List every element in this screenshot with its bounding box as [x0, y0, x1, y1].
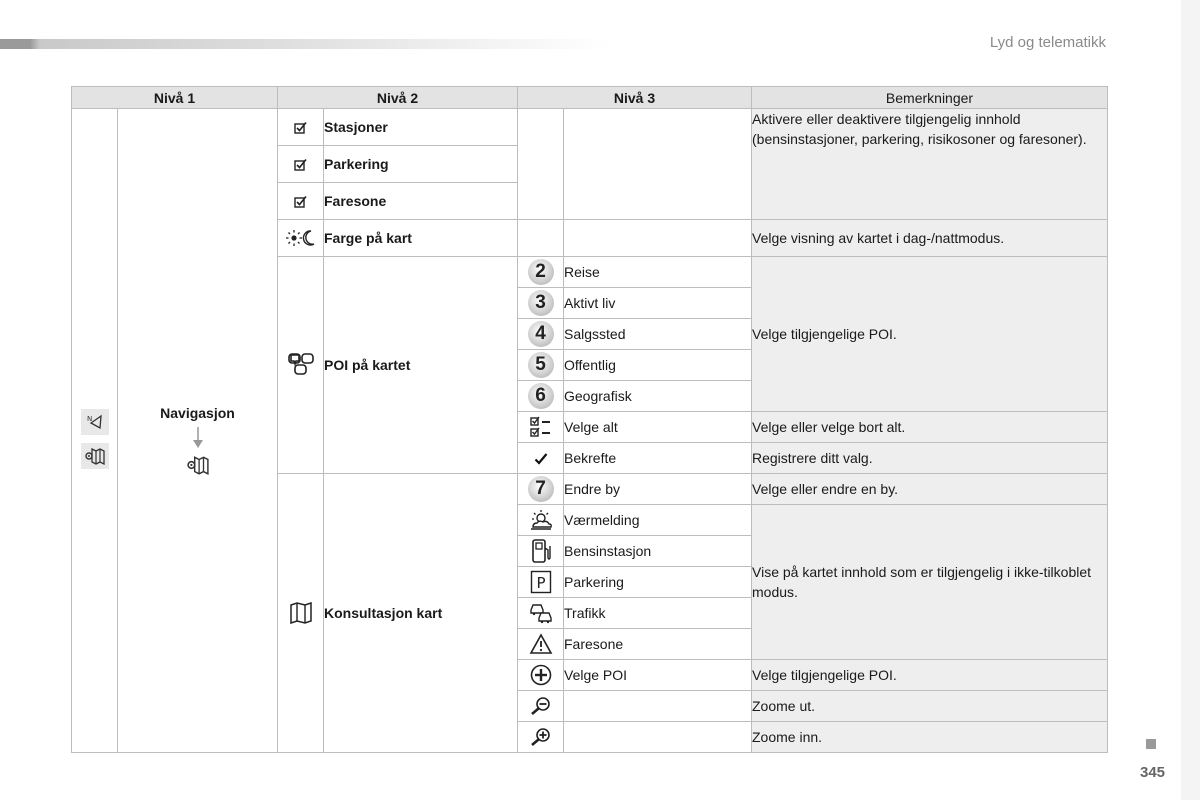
sub-item-label: Salgssted [564, 319, 752, 350]
header-level1: Nivå 1 [72, 87, 278, 109]
badge-label: 3 [528, 290, 554, 316]
empty-cell [564, 722, 752, 753]
empty-cell [564, 109, 752, 220]
zoom-out-icon [518, 691, 564, 722]
badge-number [518, 257, 564, 288]
remark-cell: Zoome ut. [752, 691, 1108, 722]
item-label: Konsultasjon kart [324, 474, 518, 753]
page-number: 345 [1140, 764, 1166, 781]
remark-cell: Zoome inn. [752, 722, 1108, 753]
sub-item-label: Trafikk [564, 598, 752, 629]
select-all-icon [518, 412, 564, 443]
badge-label: 6 [528, 383, 554, 409]
sub-item-label: Reise [564, 257, 752, 288]
remark-cell: Velge tilgjengelige POI. [752, 660, 1108, 691]
remark-cell: Aktivere eller deaktivere tilgjengelig innhold (bensinstasjoner, parkering, risikosoner og faresoner). [752, 109, 1108, 220]
sub-item-label: Aktivt liv [564, 288, 752, 319]
remark-cell: Velge tilgjengelige POI. [752, 257, 1108, 412]
fuel-icon [518, 536, 564, 567]
item-label: Faresone [324, 183, 518, 220]
empty-cell [564, 691, 752, 722]
remark-cell: Registrere ditt valg. [752, 443, 1108, 474]
zoom-in-icon [518, 722, 564, 753]
sub-item-label: Offentlig [564, 350, 752, 381]
empty-cell [518, 109, 564, 220]
badge-label: 2 [528, 259, 554, 285]
level1-navigation-cell [118, 109, 278, 753]
remark-cell: Velge visning av kartet i dag-/nattmodus. [752, 220, 1108, 257]
warning-icon [518, 629, 564, 660]
weather-icon [518, 505, 564, 536]
checkbox-icon [278, 183, 324, 220]
badge-number [518, 350, 564, 381]
sub-item-label: Velge POI [564, 660, 752, 691]
remark-cell: Velge eller endre en by. [752, 474, 1108, 505]
sub-item-label: Faresone [564, 629, 752, 660]
checkbox-icon [278, 146, 324, 183]
sub-item-label: Bensinstasjon [564, 536, 752, 567]
map-settings-icon [185, 454, 211, 476]
navigation-arrow-icon [81, 409, 109, 435]
sub-item-label: Geografisk [564, 381, 752, 412]
svg-text:P: P [535, 574, 546, 592]
empty-cell [564, 220, 752, 257]
poi-icon [278, 257, 324, 474]
badge-number [518, 319, 564, 350]
item-label: Parkering [324, 146, 518, 183]
parking-icon [518, 567, 564, 598]
page-marker [1146, 739, 1156, 749]
badge-number [518, 381, 564, 412]
sub-item-label: Endre by [564, 474, 752, 505]
traffic-icon [518, 598, 564, 629]
add-circle-icon [518, 660, 564, 691]
level1-icon-cell [72, 109, 118, 753]
badge-label: 5 [528, 352, 554, 378]
map-icon [278, 474, 324, 753]
item-label: POI på kartet [324, 257, 518, 474]
header-remarks: Bemerkninger [752, 87, 1108, 109]
badge-number [518, 288, 564, 319]
header-level3: Nivå 3 [518, 87, 752, 109]
arrow-down-icon [192, 427, 204, 449]
table-row [72, 109, 1108, 146]
page-edge-band [1181, 0, 1200, 800]
badge-label: 7 [528, 476, 554, 502]
remark-cell: Vise på kartet innhold som er tilgjengelig i ikke-tilkoblet modus. [752, 505, 1108, 660]
sub-item-label: Velge alt [564, 412, 752, 443]
sub-item-label: Værmelding [564, 505, 752, 536]
badge-number [518, 474, 564, 505]
map-settings-icon [81, 443, 109, 469]
checkbox-icon [278, 109, 324, 146]
item-label: Stasjoner [324, 109, 518, 146]
table-header-row [72, 87, 1108, 109]
checkmark-icon [518, 443, 564, 474]
remark-cell: Velge eller velge bort alt. [752, 412, 1108, 443]
svg-text:N: N [86, 415, 92, 423]
sub-item-label: Bekrefte [564, 443, 752, 474]
navigation-menu-table [71, 86, 1108, 753]
sub-item-label: Parkering [564, 567, 752, 598]
header-decorative-bar [0, 39, 610, 49]
empty-cell [518, 220, 564, 257]
day-night-icon [278, 220, 324, 257]
item-label: Farge på kart [324, 220, 518, 257]
badge-label: 4 [528, 321, 554, 347]
header-level2: Nivå 2 [278, 87, 518, 109]
level1-label: Navigasjon [160, 405, 235, 421]
section-title: Lyd og telematikk [989, 34, 1106, 51]
